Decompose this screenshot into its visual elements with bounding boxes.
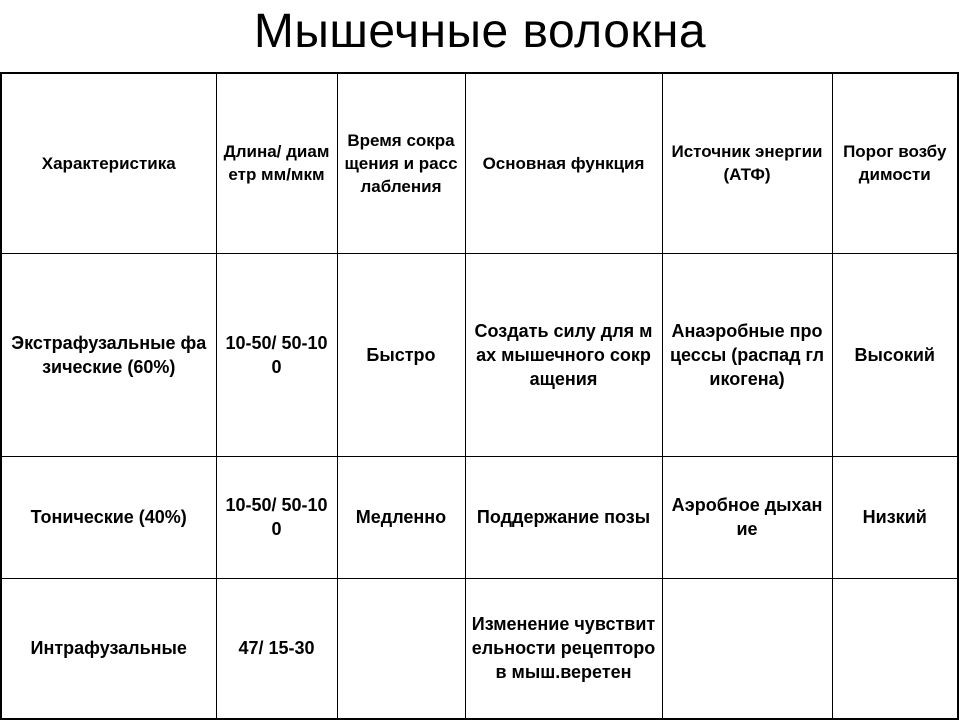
- table-header-row: [1, 73, 958, 253]
- cell-contraction-time: Быстро: [337, 253, 465, 456]
- cell-main-function: Изменение чувствительности рецепторов мыш.веретен: [465, 578, 662, 719]
- cell-main-function: Поддержание позы: [465, 456, 662, 578]
- table-row: [1, 456, 958, 578]
- cell-main-function: Создать силу для мах мышечного сокращения: [465, 253, 662, 456]
- cell-characteristic: Тонические (40%): [1, 456, 216, 578]
- cell-energy-source: Анаэробные процессы (распад гликогена): [662, 253, 832, 456]
- cell-length-diameter: 47/ 15-30: [216, 578, 337, 719]
- cell-length-diameter: 10-50/ 50-100: [216, 253, 337, 456]
- cell-energy-source: [662, 578, 832, 719]
- header-threshold: Порог возбудимости: [832, 73, 958, 253]
- header-energy-source: Источник энергии (АТФ): [662, 73, 832, 253]
- table-row: [1, 578, 958, 719]
- cell-energy-source: Аэробное дыхание: [662, 456, 832, 578]
- cell-threshold: Высокий: [832, 253, 958, 456]
- header-main-function: Основная функция: [465, 73, 662, 253]
- table-row: [1, 253, 958, 456]
- header-characteristic: Характеристика: [1, 73, 216, 253]
- cell-length-diameter: 10-50/ 50-100: [216, 456, 337, 578]
- header-length-diameter: Длина/ диаметр мм/мкм: [216, 73, 337, 253]
- muscle-fibers-table: [0, 72, 959, 720]
- cell-characteristic: Интрафузальные: [1, 578, 216, 719]
- slide-title: Мышечные волокна: [253, 5, 707, 58]
- cell-threshold: Низкий: [832, 456, 958, 578]
- cell-contraction-time: [337, 578, 465, 719]
- cell-characteristic: Экстрафузальные фазические (60%): [1, 253, 216, 456]
- cell-threshold: [832, 578, 958, 719]
- cell-contraction-time: Медленно: [337, 456, 465, 578]
- header-contraction-time: Время сокращения и расслабления: [337, 73, 465, 253]
